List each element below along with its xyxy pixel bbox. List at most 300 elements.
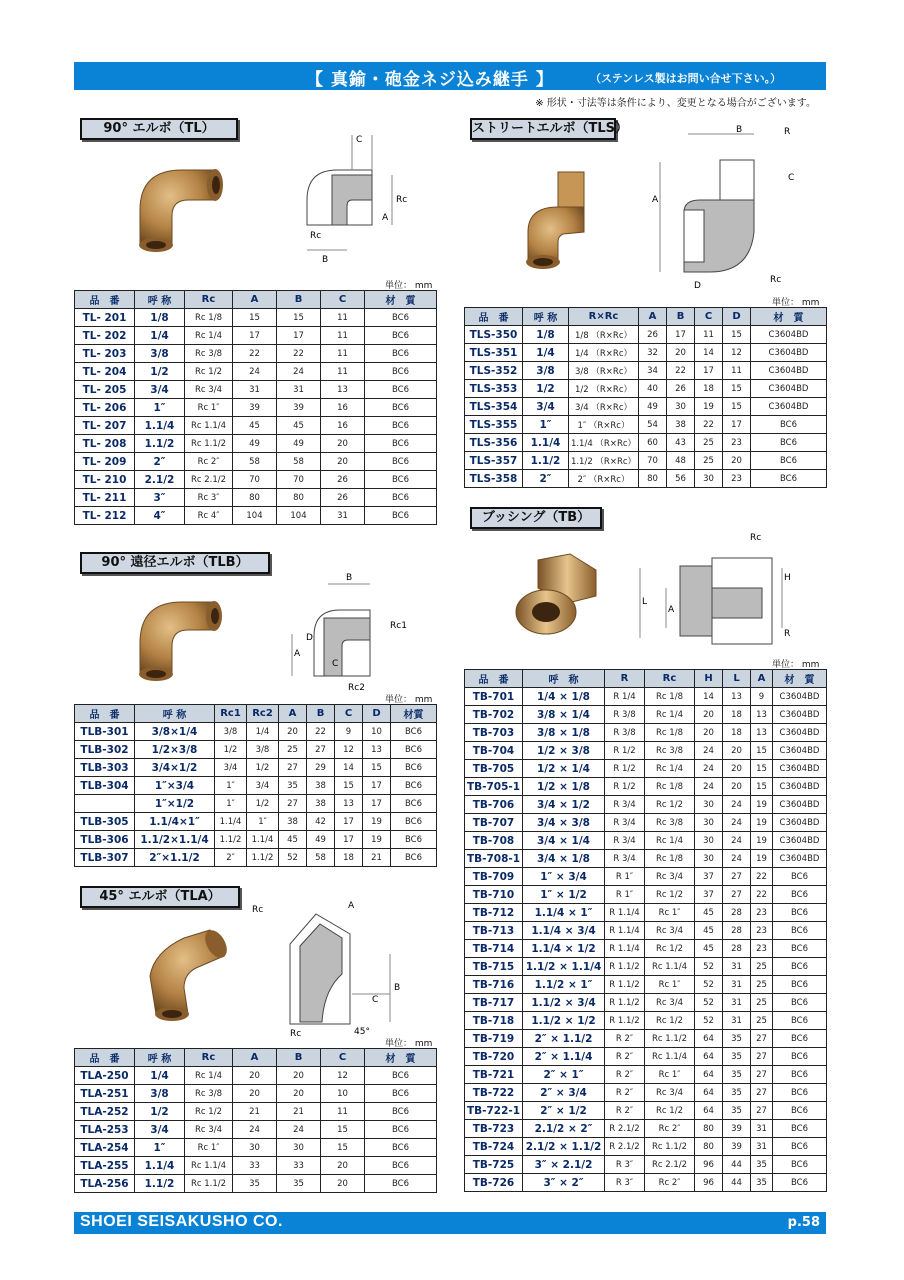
table-row bbox=[75, 1067, 437, 1085]
table-row bbox=[465, 850, 827, 868]
table-cell: 33 bbox=[233, 1157, 277, 1175]
size-cell: 3/8 bbox=[135, 1085, 185, 1103]
table-cell: 9 bbox=[751, 688, 773, 706]
table-cell: 22 bbox=[277, 345, 321, 363]
table-cell: 28 bbox=[723, 922, 751, 940]
table-cell: 14 bbox=[695, 344, 723, 362]
part-number-cell: TB-705 bbox=[465, 760, 523, 778]
column-header: C bbox=[335, 705, 363, 723]
tlb-product-photo bbox=[126, 588, 236, 688]
table-cell: Rc 3/4 bbox=[645, 994, 695, 1012]
table-cell: 24 bbox=[277, 363, 321, 381]
tla-unit-label: 単位： mm bbox=[385, 1039, 433, 1049]
table-cell: 104 bbox=[233, 507, 277, 525]
table-cell: 1/2 （R×Rc） bbox=[569, 380, 639, 398]
table-cell: 80 bbox=[233, 489, 277, 507]
table-cell: 1/2 bbox=[215, 741, 247, 759]
table-row bbox=[75, 723, 437, 741]
tl-label-rc-1: Rc bbox=[396, 195, 408, 205]
part-number-cell: TLB-304 bbox=[75, 777, 135, 795]
table-cell: R 1/2 bbox=[605, 742, 645, 760]
column-header: A bbox=[233, 1049, 277, 1067]
table-cell: 70 bbox=[277, 471, 321, 489]
table-cell: 26 bbox=[321, 489, 365, 507]
table-row bbox=[465, 832, 827, 850]
table-row bbox=[465, 886, 827, 904]
table-cell: 64 bbox=[695, 1048, 723, 1066]
table-cell: C3604BD bbox=[773, 796, 827, 814]
table-cell: 24 bbox=[723, 832, 751, 850]
table-row bbox=[75, 849, 437, 867]
table-cell: Rc 1.1/2 bbox=[645, 1030, 695, 1048]
part-number-cell: TB-708 bbox=[465, 832, 523, 850]
table-cell: 22 bbox=[751, 886, 773, 904]
size-cell: 2.1/2 × 2″ bbox=[523, 1120, 605, 1138]
table-cell: 3/8 bbox=[247, 741, 279, 759]
table-cell: 20 bbox=[321, 1157, 365, 1175]
table-cell: 52 bbox=[279, 849, 307, 867]
table-cell: 16 bbox=[321, 417, 365, 435]
table-cell: BC6 bbox=[773, 1066, 827, 1084]
table-cell: 35 bbox=[279, 777, 307, 795]
part-number-cell: TL- 210 bbox=[75, 471, 135, 489]
table-cell: Rc 1/8 bbox=[645, 850, 695, 868]
part-number-cell bbox=[75, 795, 135, 813]
tl-unit-label: 単位： mm bbox=[385, 281, 433, 291]
table-cell: 26 bbox=[667, 380, 695, 398]
table-cell: Rc 2.1/2 bbox=[185, 471, 233, 489]
table-cell: 11 bbox=[321, 327, 365, 345]
table-cell: 19 bbox=[695, 398, 723, 416]
size-cell: 1.1/2 × 1″ bbox=[523, 976, 605, 994]
table-cell: BC6 bbox=[773, 904, 827, 922]
table-cell: 20 bbox=[233, 1067, 277, 1085]
table-cell: C3604BD bbox=[751, 398, 827, 416]
disclaimer-note: ※ 形状・寸法等は条件により、変更となる場合がございます。 bbox=[535, 98, 816, 109]
table-cell: 21 bbox=[363, 849, 391, 867]
table-cell: 1″ （R×Rc） bbox=[569, 416, 639, 434]
table-cell: Rc 1/2 bbox=[645, 796, 695, 814]
part-number-cell: TL- 205 bbox=[75, 381, 135, 399]
table-cell: 35 bbox=[751, 1174, 773, 1192]
table-cell: 31 bbox=[751, 1138, 773, 1156]
table-header-row bbox=[465, 308, 827, 326]
table-cell: BC6 bbox=[773, 886, 827, 904]
table-row bbox=[465, 470, 827, 488]
table-cell: 17 bbox=[233, 327, 277, 345]
table-cell: 20 bbox=[723, 778, 751, 796]
table-cell: 80 bbox=[639, 470, 667, 488]
size-cell: 1.1/4 × 1/2 bbox=[523, 940, 605, 958]
table-cell: BC6 bbox=[365, 1121, 437, 1139]
table-cell: 31 bbox=[723, 958, 751, 976]
table-cell: BC6 bbox=[365, 489, 437, 507]
table-row bbox=[465, 1084, 827, 1102]
table-cell: C3604BD bbox=[773, 760, 827, 778]
size-cell: 1/2 × 1/8 bbox=[523, 778, 605, 796]
table-cell: BC6 bbox=[751, 452, 827, 470]
table-row bbox=[75, 1121, 437, 1139]
part-number-cell: TLB-305 bbox=[75, 813, 135, 831]
size-cell: 3/8 bbox=[523, 362, 569, 380]
table-cell: 31 bbox=[723, 1012, 751, 1030]
part-number-cell: TLA-255 bbox=[75, 1157, 135, 1175]
part-number-cell: TB-704 bbox=[465, 742, 523, 760]
column-header: 呼 称 bbox=[523, 670, 605, 688]
table-cell: 39 bbox=[723, 1120, 751, 1138]
table-row bbox=[465, 760, 827, 778]
part-number-cell: TLS-350 bbox=[465, 326, 523, 344]
table-cell: 52 bbox=[695, 958, 723, 976]
table-cell: 31 bbox=[277, 381, 321, 399]
table-cell: Rc 1/4 bbox=[185, 327, 233, 345]
table-cell: 27 bbox=[751, 1066, 773, 1084]
part-number-cell: TL- 208 bbox=[75, 435, 135, 453]
size-cell: 1/4 bbox=[135, 1067, 185, 1085]
part-number-cell: TB-717 bbox=[465, 994, 523, 1012]
tla-label-b: B bbox=[394, 983, 401, 993]
table-row bbox=[75, 507, 437, 525]
table-cell: 11 bbox=[321, 363, 365, 381]
table-cell: 12 bbox=[321, 1067, 365, 1085]
table-cell: Rc 2″ bbox=[645, 1174, 695, 1192]
table-cell: R 1″ bbox=[605, 886, 645, 904]
size-cell: 3″ bbox=[135, 489, 185, 507]
table-row bbox=[465, 380, 827, 398]
table-cell: Rc 4″ bbox=[185, 507, 233, 525]
table-cell: Rc 1/2 bbox=[185, 363, 233, 381]
table-row bbox=[465, 724, 827, 742]
table-cell: R 2.1/2 bbox=[605, 1120, 645, 1138]
part-number-cell: TB-707 bbox=[465, 814, 523, 832]
table-cell: 45 bbox=[277, 417, 321, 435]
table-row bbox=[465, 706, 827, 724]
table-cell: BC6 bbox=[391, 723, 437, 741]
table-cell: 15 bbox=[321, 1139, 365, 1157]
size-cell: 1.1/4 × 1″ bbox=[523, 904, 605, 922]
table-cell: 60 bbox=[639, 434, 667, 452]
size-cell: 2″ × 1.1/2 bbox=[523, 1030, 605, 1048]
part-number-cell: TB-726 bbox=[465, 1174, 523, 1192]
table-cell: Rc 3/8 bbox=[645, 814, 695, 832]
tlb-label-b: B bbox=[346, 573, 353, 583]
table-cell: 17 bbox=[667, 326, 695, 344]
part-number-cell: TLS-354 bbox=[465, 398, 523, 416]
table-row bbox=[75, 327, 437, 345]
table-cell: BC6 bbox=[773, 868, 827, 886]
table-cell: BC6 bbox=[365, 417, 437, 435]
table-cell: BC6 bbox=[365, 471, 437, 489]
table-row bbox=[75, 1085, 437, 1103]
table-row bbox=[75, 363, 437, 381]
section-title-tlb: 90° 遠径エルボ（TLB） bbox=[80, 552, 270, 574]
table-cell: 20 bbox=[723, 742, 751, 760]
table-cell: 17 bbox=[723, 416, 751, 434]
size-cell: 1/8 bbox=[523, 326, 569, 344]
table-cell: 19 bbox=[751, 796, 773, 814]
table-cell: 13 bbox=[363, 741, 391, 759]
size-cell: 3/8 × 1/8 bbox=[523, 724, 605, 742]
table-cell: 39 bbox=[233, 399, 277, 417]
tla-label-angle: 45° bbox=[354, 1027, 370, 1037]
part-number-cell: TLA-254 bbox=[75, 1139, 135, 1157]
size-cell: 1.1/2×1.1/4 bbox=[135, 831, 215, 849]
table-cell: 1.1/4 （R×Rc） bbox=[569, 434, 639, 452]
tls-product-photo bbox=[518, 162, 608, 272]
table-cell: BC6 bbox=[391, 849, 437, 867]
size-cell: 2″ × 1″ bbox=[523, 1066, 605, 1084]
tla-label-c: C bbox=[372, 995, 379, 1005]
table-cell: 24 bbox=[695, 742, 723, 760]
table-header-row bbox=[75, 291, 437, 309]
part-number-cell: TB-701 bbox=[465, 688, 523, 706]
table-cell: Rc 1″ bbox=[645, 976, 695, 994]
table-cell: 17 bbox=[363, 795, 391, 813]
table-row bbox=[465, 452, 827, 470]
table-cell: 70 bbox=[233, 471, 277, 489]
table-cell: Rc 1.1/4 bbox=[645, 1048, 695, 1066]
table-cell: 30 bbox=[695, 470, 723, 488]
page-number: p.58 bbox=[787, 1215, 820, 1230]
table-cell: 23 bbox=[723, 434, 751, 452]
table-row bbox=[465, 398, 827, 416]
part-number-cell: TB-709 bbox=[465, 868, 523, 886]
table-cell: 80 bbox=[695, 1120, 723, 1138]
table-row bbox=[465, 868, 827, 886]
table-cell: Rc 3/4 bbox=[645, 922, 695, 940]
table-row bbox=[465, 922, 827, 940]
table-cell: Rc 1.1/2 bbox=[185, 1175, 233, 1193]
table-cell: BC6 bbox=[365, 453, 437, 471]
table-cell: R 1/4 bbox=[605, 688, 645, 706]
table-cell: C3604BD bbox=[751, 326, 827, 344]
table-cell: Rc 1.1/4 bbox=[185, 1157, 233, 1175]
part-number-cell: TL- 212 bbox=[75, 507, 135, 525]
part-number-cell: TB-725 bbox=[465, 1156, 523, 1174]
table-cell: BC6 bbox=[365, 507, 437, 525]
table-cell: 20 bbox=[279, 723, 307, 741]
size-cell: 1/2×3/8 bbox=[135, 741, 215, 759]
table-cell: 45 bbox=[233, 417, 277, 435]
size-cell: 1.1/2 bbox=[135, 435, 185, 453]
table-cell: 11 bbox=[723, 362, 751, 380]
size-cell: 3/8 bbox=[135, 345, 185, 363]
size-cell: 1.1/4 bbox=[135, 1157, 185, 1175]
table-row bbox=[465, 688, 827, 706]
page-title: 【 真鍮・砲金ネジ込み継手 】 bbox=[306, 70, 554, 90]
size-cell: 1/4 × 1/8 bbox=[523, 688, 605, 706]
table-cell: 45 bbox=[279, 831, 307, 849]
column-header: Rc bbox=[185, 1049, 233, 1067]
table-cell: 54 bbox=[639, 416, 667, 434]
table-cell: 21 bbox=[233, 1103, 277, 1121]
table-cell: R 2″ bbox=[605, 1084, 645, 1102]
table-cell: 19 bbox=[363, 831, 391, 849]
table-cell: 22 bbox=[695, 416, 723, 434]
table-cell: 23 bbox=[751, 940, 773, 958]
table-cell: 30 bbox=[277, 1139, 321, 1157]
tl-spec-table bbox=[74, 290, 437, 525]
table-cell: 13 bbox=[751, 706, 773, 724]
table-cell: 96 bbox=[695, 1174, 723, 1192]
table-row bbox=[465, 362, 827, 380]
size-cell: 2″×1.1/2 bbox=[135, 849, 215, 867]
table-cell: 30 bbox=[695, 814, 723, 832]
table-cell: 31 bbox=[321, 507, 365, 525]
table-cell: 43 bbox=[667, 434, 695, 452]
table-cell: BC6 bbox=[773, 940, 827, 958]
table-cell: 15 bbox=[335, 777, 363, 795]
table-cell: 18 bbox=[723, 706, 751, 724]
table-cell: 23 bbox=[751, 904, 773, 922]
column-header: A bbox=[279, 705, 307, 723]
table-cell: 96 bbox=[695, 1156, 723, 1174]
table-row bbox=[465, 958, 827, 976]
table-cell: 17 bbox=[277, 327, 321, 345]
table-cell: 15 bbox=[363, 759, 391, 777]
table-cell: 80 bbox=[277, 489, 321, 507]
table-row bbox=[465, 326, 827, 344]
table-row bbox=[75, 345, 437, 363]
table-cell: 12 bbox=[723, 344, 751, 362]
table-cell: 20 bbox=[277, 1067, 321, 1085]
table-header-row bbox=[75, 705, 437, 723]
size-cell: 3/4 bbox=[135, 381, 185, 399]
table-cell: 38 bbox=[307, 795, 335, 813]
table-cell: 10 bbox=[321, 1085, 365, 1103]
tla-label-a: A bbox=[348, 901, 355, 911]
table-cell: BC6 bbox=[773, 1048, 827, 1066]
part-number-cell: TLA-251 bbox=[75, 1085, 135, 1103]
table-cell: 35 bbox=[723, 1066, 751, 1084]
table-cell: 35 bbox=[751, 1156, 773, 1174]
table-cell: 22 bbox=[667, 362, 695, 380]
table-cell: 13 bbox=[751, 724, 773, 742]
part-number-cell: TLA-253 bbox=[75, 1121, 135, 1139]
table-cell: 30 bbox=[667, 398, 695, 416]
table-cell: 15 bbox=[277, 309, 321, 327]
table-cell: Rc 1/4 bbox=[645, 832, 695, 850]
table-cell: 23 bbox=[723, 470, 751, 488]
table-cell: 20 bbox=[321, 1175, 365, 1193]
table-cell: 20 bbox=[667, 344, 695, 362]
tb-spec-table bbox=[464, 669, 827, 1192]
table-cell: 15 bbox=[751, 760, 773, 778]
size-cell: 1/2 bbox=[135, 1103, 185, 1121]
table-cell: R 3/4 bbox=[605, 796, 645, 814]
table-cell: R 1/2 bbox=[605, 760, 645, 778]
table-cell: BC6 bbox=[365, 1139, 437, 1157]
table-cell: 28 bbox=[723, 904, 751, 922]
table-cell: 15 bbox=[233, 309, 277, 327]
title-banner bbox=[74, 62, 826, 90]
table-cell: BC6 bbox=[773, 958, 827, 976]
table-cell: R 1.1/2 bbox=[605, 994, 645, 1012]
table-cell: 45 bbox=[695, 922, 723, 940]
table-cell: C3604BD bbox=[751, 362, 827, 380]
part-number-cell: TLB-306 bbox=[75, 831, 135, 849]
table-cell: 15 bbox=[723, 398, 751, 416]
table-cell: 20 bbox=[321, 453, 365, 471]
tb-label-l: L bbox=[642, 597, 648, 607]
table-cell: 58 bbox=[277, 453, 321, 471]
part-number-cell: TB-720 bbox=[465, 1048, 523, 1066]
size-cell: 2″ × 1.1/4 bbox=[523, 1048, 605, 1066]
column-header: Rc1 bbox=[215, 705, 247, 723]
table-cell: R 2″ bbox=[605, 1048, 645, 1066]
table-cell: BC6 bbox=[365, 345, 437, 363]
part-number-cell: TLS-356 bbox=[465, 434, 523, 452]
table-cell: 20 bbox=[695, 724, 723, 742]
table-cell: 1/8 （R×Rc） bbox=[569, 326, 639, 344]
table-cell: Rc 1/8 bbox=[645, 724, 695, 742]
table-cell: 58 bbox=[307, 849, 335, 867]
column-header: 品 番 bbox=[75, 1049, 135, 1067]
table-cell: 27 bbox=[751, 1102, 773, 1120]
table-cell: Rc 3/4 bbox=[185, 1121, 233, 1139]
table-cell: 52 bbox=[695, 994, 723, 1012]
table-cell: 40 bbox=[639, 380, 667, 398]
table-cell: Rc 2.1/2 bbox=[645, 1156, 695, 1174]
table-cell: 35 bbox=[723, 1030, 751, 1048]
table-cell: 24 bbox=[277, 1121, 321, 1139]
table-cell: BC6 bbox=[773, 1156, 827, 1174]
part-number-cell: TLB-303 bbox=[75, 759, 135, 777]
table-cell: BC6 bbox=[773, 1102, 827, 1120]
table-row bbox=[465, 778, 827, 796]
tla-spec-table bbox=[74, 1048, 437, 1193]
table-cell: 29 bbox=[307, 759, 335, 777]
column-header: Rc2 bbox=[247, 705, 279, 723]
table-row bbox=[75, 417, 437, 435]
table-cell: 3/4 （R×Rc） bbox=[569, 398, 639, 416]
table-cell: 20 bbox=[695, 706, 723, 724]
table-cell: 25 bbox=[695, 452, 723, 470]
table-cell: 30 bbox=[695, 796, 723, 814]
table-cell: 104 bbox=[277, 507, 321, 525]
table-row bbox=[465, 976, 827, 994]
table-cell: 44 bbox=[723, 1174, 751, 1192]
table-cell: 33 bbox=[277, 1157, 321, 1175]
table-cell: Rc 3/8 bbox=[185, 345, 233, 363]
table-row bbox=[465, 940, 827, 958]
section-title-tb: ブッシング（TB） bbox=[470, 507, 602, 529]
size-cell: 3/4 bbox=[523, 398, 569, 416]
tlb-label-c: C bbox=[332, 659, 339, 669]
column-header: 品 番 bbox=[465, 308, 523, 326]
table-row bbox=[75, 1139, 437, 1157]
column-header: A bbox=[751, 670, 773, 688]
part-number-cell: TB-722 bbox=[465, 1084, 523, 1102]
tl-product-photo bbox=[120, 150, 240, 260]
table-cell: 56 bbox=[667, 470, 695, 488]
size-cell: 2″ bbox=[135, 453, 185, 471]
table-cell: 15 bbox=[723, 326, 751, 344]
table-cell: 27 bbox=[307, 741, 335, 759]
table-cell: BC6 bbox=[773, 976, 827, 994]
size-cell: 2″ bbox=[523, 470, 569, 488]
table-row bbox=[465, 904, 827, 922]
table-cell: BC6 bbox=[365, 1157, 437, 1175]
table-cell: 39 bbox=[723, 1138, 751, 1156]
tlb-dimension-diagram bbox=[284, 566, 414, 692]
table-cell: Rc 3″ bbox=[185, 489, 233, 507]
table-cell: 30 bbox=[233, 1139, 277, 1157]
table-cell: C3604BD bbox=[773, 742, 827, 760]
tls-label-rc: Rc bbox=[770, 275, 782, 285]
tl-label-a: A bbox=[382, 213, 389, 223]
table-cell: 35 bbox=[233, 1175, 277, 1193]
